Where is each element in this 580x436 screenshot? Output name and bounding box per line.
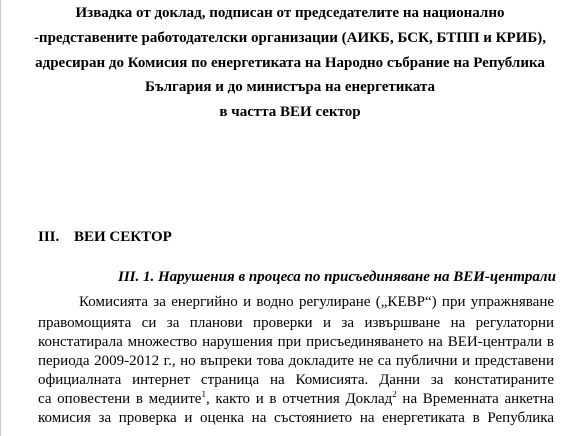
section-number: III.	[38, 229, 60, 245]
header-line-3: адресиран до Комисия по енергетиката на Народно събрание на Република	[35, 55, 545, 71]
section-title: ВЕИ СЕКТОР	[74, 229, 172, 245]
header-line-4: България и до министъра на енергетиката	[144, 79, 436, 95]
footnote-ref-2[interactable]: 2	[392, 391, 397, 399]
header-line-1: Извадка от доклад, подписан от председателите на национално	[75, 5, 505, 21]
line6-text-a: са оповестени в медиите	[38, 391, 202, 407]
paragraph-line-6	[38, 391, 554, 409]
footnote-ref-1[interactable]: 1	[201, 391, 206, 399]
subsection-title: III. 1. Нарушения в процеса по присъединяване на ВЕИ-централи	[118, 269, 556, 285]
paragraph-line-1: Комисията за енергийно и водно регулиране („КЕВР“) при упражняване	[79, 294, 554, 310]
paragraph-line-3: констатирала множество нарушения при присъединяването на ВЕИ-централи в	[38, 334, 554, 350]
header-line-2: -представените работодателски организации (АИКБ, БСК, БТПП и КРИБ),	[33, 30, 547, 46]
paragraph-line-4: периода 2009-2012 г., но въпреки това докладите не са публични и представени	[38, 353, 554, 369]
line6-text-b: , както и в отчетния Доклад	[205, 391, 393, 407]
paragraph-line-2: правомощията си за планови проверки и за извършване на регулаторни	[38, 315, 554, 331]
paragraph-line-7: комисия за проверка и оценка на състоянието на енергетиката в Република	[38, 410, 554, 426]
paragraph-line-5: официалната интернет страница на Комисията. Данни за констатираните	[38, 372, 554, 388]
header-line-5: в частта ВЕИ сектор	[219, 104, 361, 120]
line6-text-c: на Временната анкетна	[396, 391, 554, 407]
